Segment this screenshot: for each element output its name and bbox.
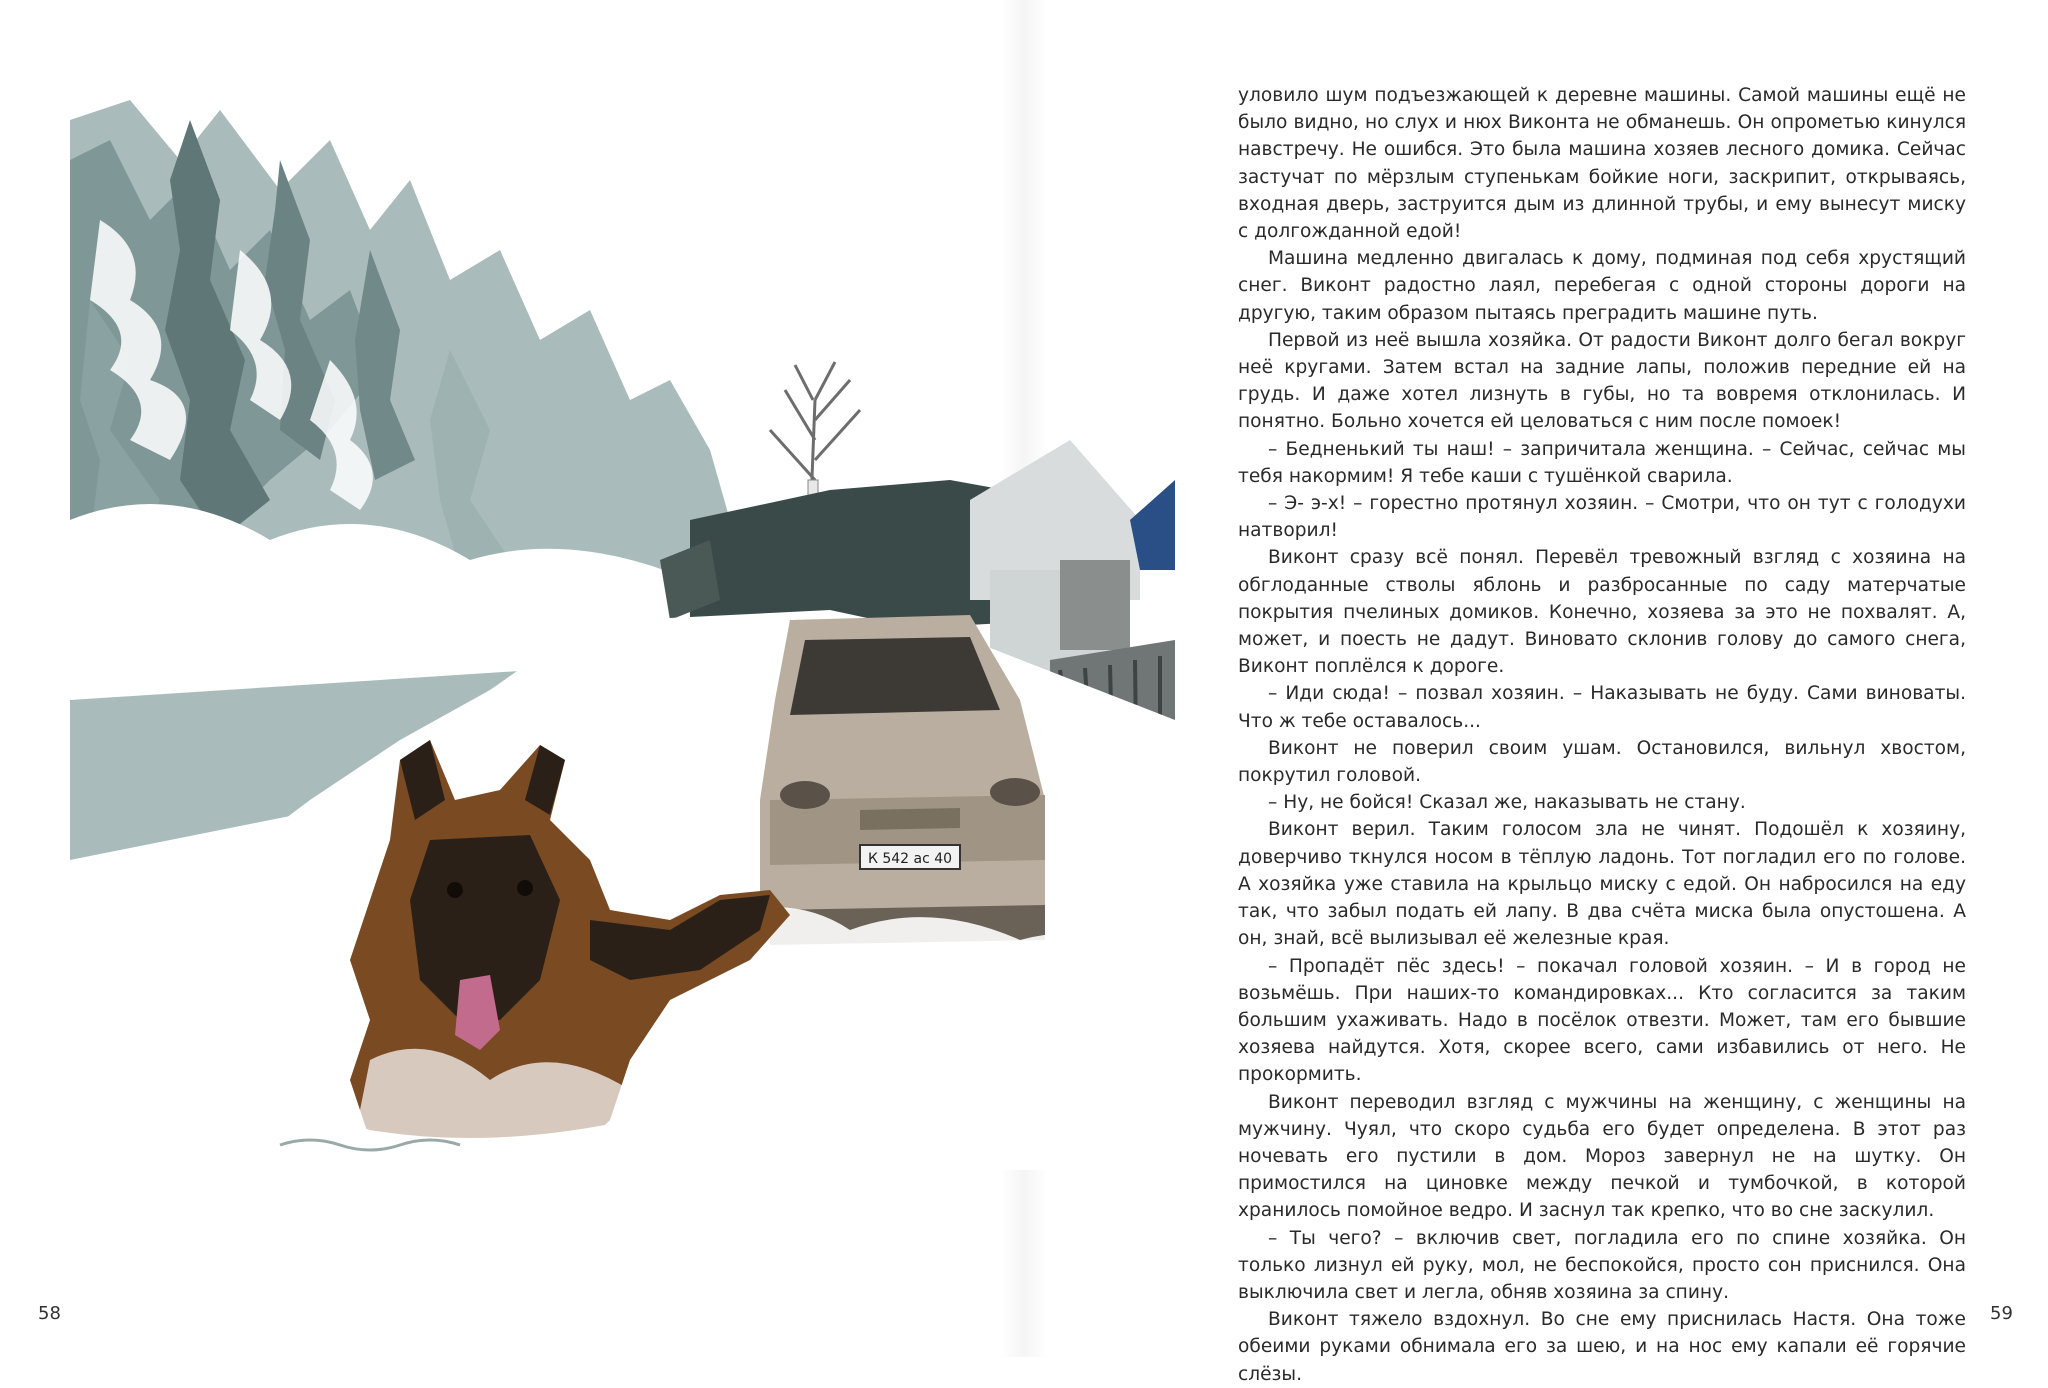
- paragraph: Виконт не поверил своим ушам. Остановился, вильнул хвостом, покрутил головой.: [1238, 737, 1966, 787]
- paragraph: – Ну, не бойся! Сказал же, наказывать не стану.: [1268, 792, 1746, 814]
- paragraph: – Иди сюда! – позвал хозяин. – Наказывать не буду. Сами виноваты. Что ж тебе оставалось...: [1238, 683, 1966, 732]
- winter-illustration: [70, 100, 1175, 1170]
- illustration-svg: [70, 100, 1175, 1170]
- page-number-right: 59: [1990, 1303, 2013, 1324]
- paragraph: – Э- э-х! – горестно протянул хозяин. – Смотри, что он тут с голодухи натворил!: [1238, 493, 1966, 542]
- paragraph: Машина медленно двигалась к дому, подминая под себя хрустящий снег. Виконт радостно лаял, перебегая с одной стороны дороги на другую, таким образом пытаясь преградить машине путь.: [1238, 248, 1966, 324]
- paragraph: Виконт тяжело вздохнул. Во сне ему приснилась Настя. Она тоже обеими руками обнимала его за шею, и на нос ему капали её горячие слёзы.: [1238, 1309, 1966, 1385]
- paragraph: Виконт переводил взгляд с мужчины на женщину, с женщины на мужчину. Чуял, что скоро судьба его будет определена. В этот раз ночевать его пустили в дом. Мороз завернул не на шутку. Он примостился на циновке между печкой и тумбочкой, в которой хранилось помойное ведро. И заснул так крепко, что во сне заскулил.: [1238, 1091, 1966, 1222]
- page-number-left: 58: [38, 1303, 61, 1324]
- paragraph: – Пропадёт пёс здесь! – покачал головой хозяин. – И в город не возьмёшь. При наших-то командировках... Кто согласится за таким большим ухаживать. Надо в посёлок отвезти. Может, там его бывшие хозяева найдутся. Хотя, скорее всего, сами избавились от него. Не прокормить.: [1238, 955, 1966, 1086]
- paragraph: Виконт сразу всё понял. Перевёл тревожный взгляд с хозяина на обглоданные стволы яблонь и разбросанные по саду матерчатые покрытия пчелиных домиков. Конечно, хозяева за это не похвалят. А, может, и поесть не дадут. Виновато склонив голову до самого снега, Виконт поплёлся к дороге.: [1238, 547, 1966, 678]
- license-plate-text: К 542 ас 40: [867, 851, 953, 867]
- story-text: [1238, 82, 1966, 1388]
- paragraph: Виконт верил. Таким голосом зла не чинят. Подошёл к хозяину, доверчиво ткнулся носом в тёплую ладонь. Тот погладил его по голове. А хозяйка уже ставила на крыльцо миску с едой. Он набросился на еду так, что забыл подать ей лапу. В два счёта миска была опустошена. А он, знай, всё вылизывал её железные края.: [1238, 819, 1966, 950]
- paragraph: уловило шум подъезжающей к деревне машины. Самой машины ещё не было видно, но слух и нюх Виконта не обманешь. Он опрометью кинулся навстречу. Не ошибся. Это была машина хозяев лесного домика. Сейчас застучат по мёрзлым ступенькам бойкие ноги, заскрипит, открываясь, входная дверь, заструится дым из длинной трубы, и ему вынесут миску с долгожданной едой!: [1238, 85, 1966, 243]
- paragraph: Первой из неё вышла хозяйка. От радости Виконт долго бегал вокруг неё кругами. Затем встал на задние лапы, положив передние ей на грудь. И даже хотел лизнуть в губы, но та вовремя отклонилась. И понятно. Больно хочется ей целоваться с ним после помоек!: [1238, 329, 1966, 433]
- paragraph: – Бедненький ты наш! – запричитала женщина. – Сейчас, сейчас мы тебя накормим! Я тебе каши с тушёнкой сварила.: [1238, 438, 1966, 487]
- paragraph: – Ты чего? – включив свет, погладила его по спине хозяйка. Он только лизнул ей руку, мол, не беспокойся, просто сон приснился. Она выключила свет и легла, обняв хозяина за спину.: [1238, 1227, 1966, 1303]
